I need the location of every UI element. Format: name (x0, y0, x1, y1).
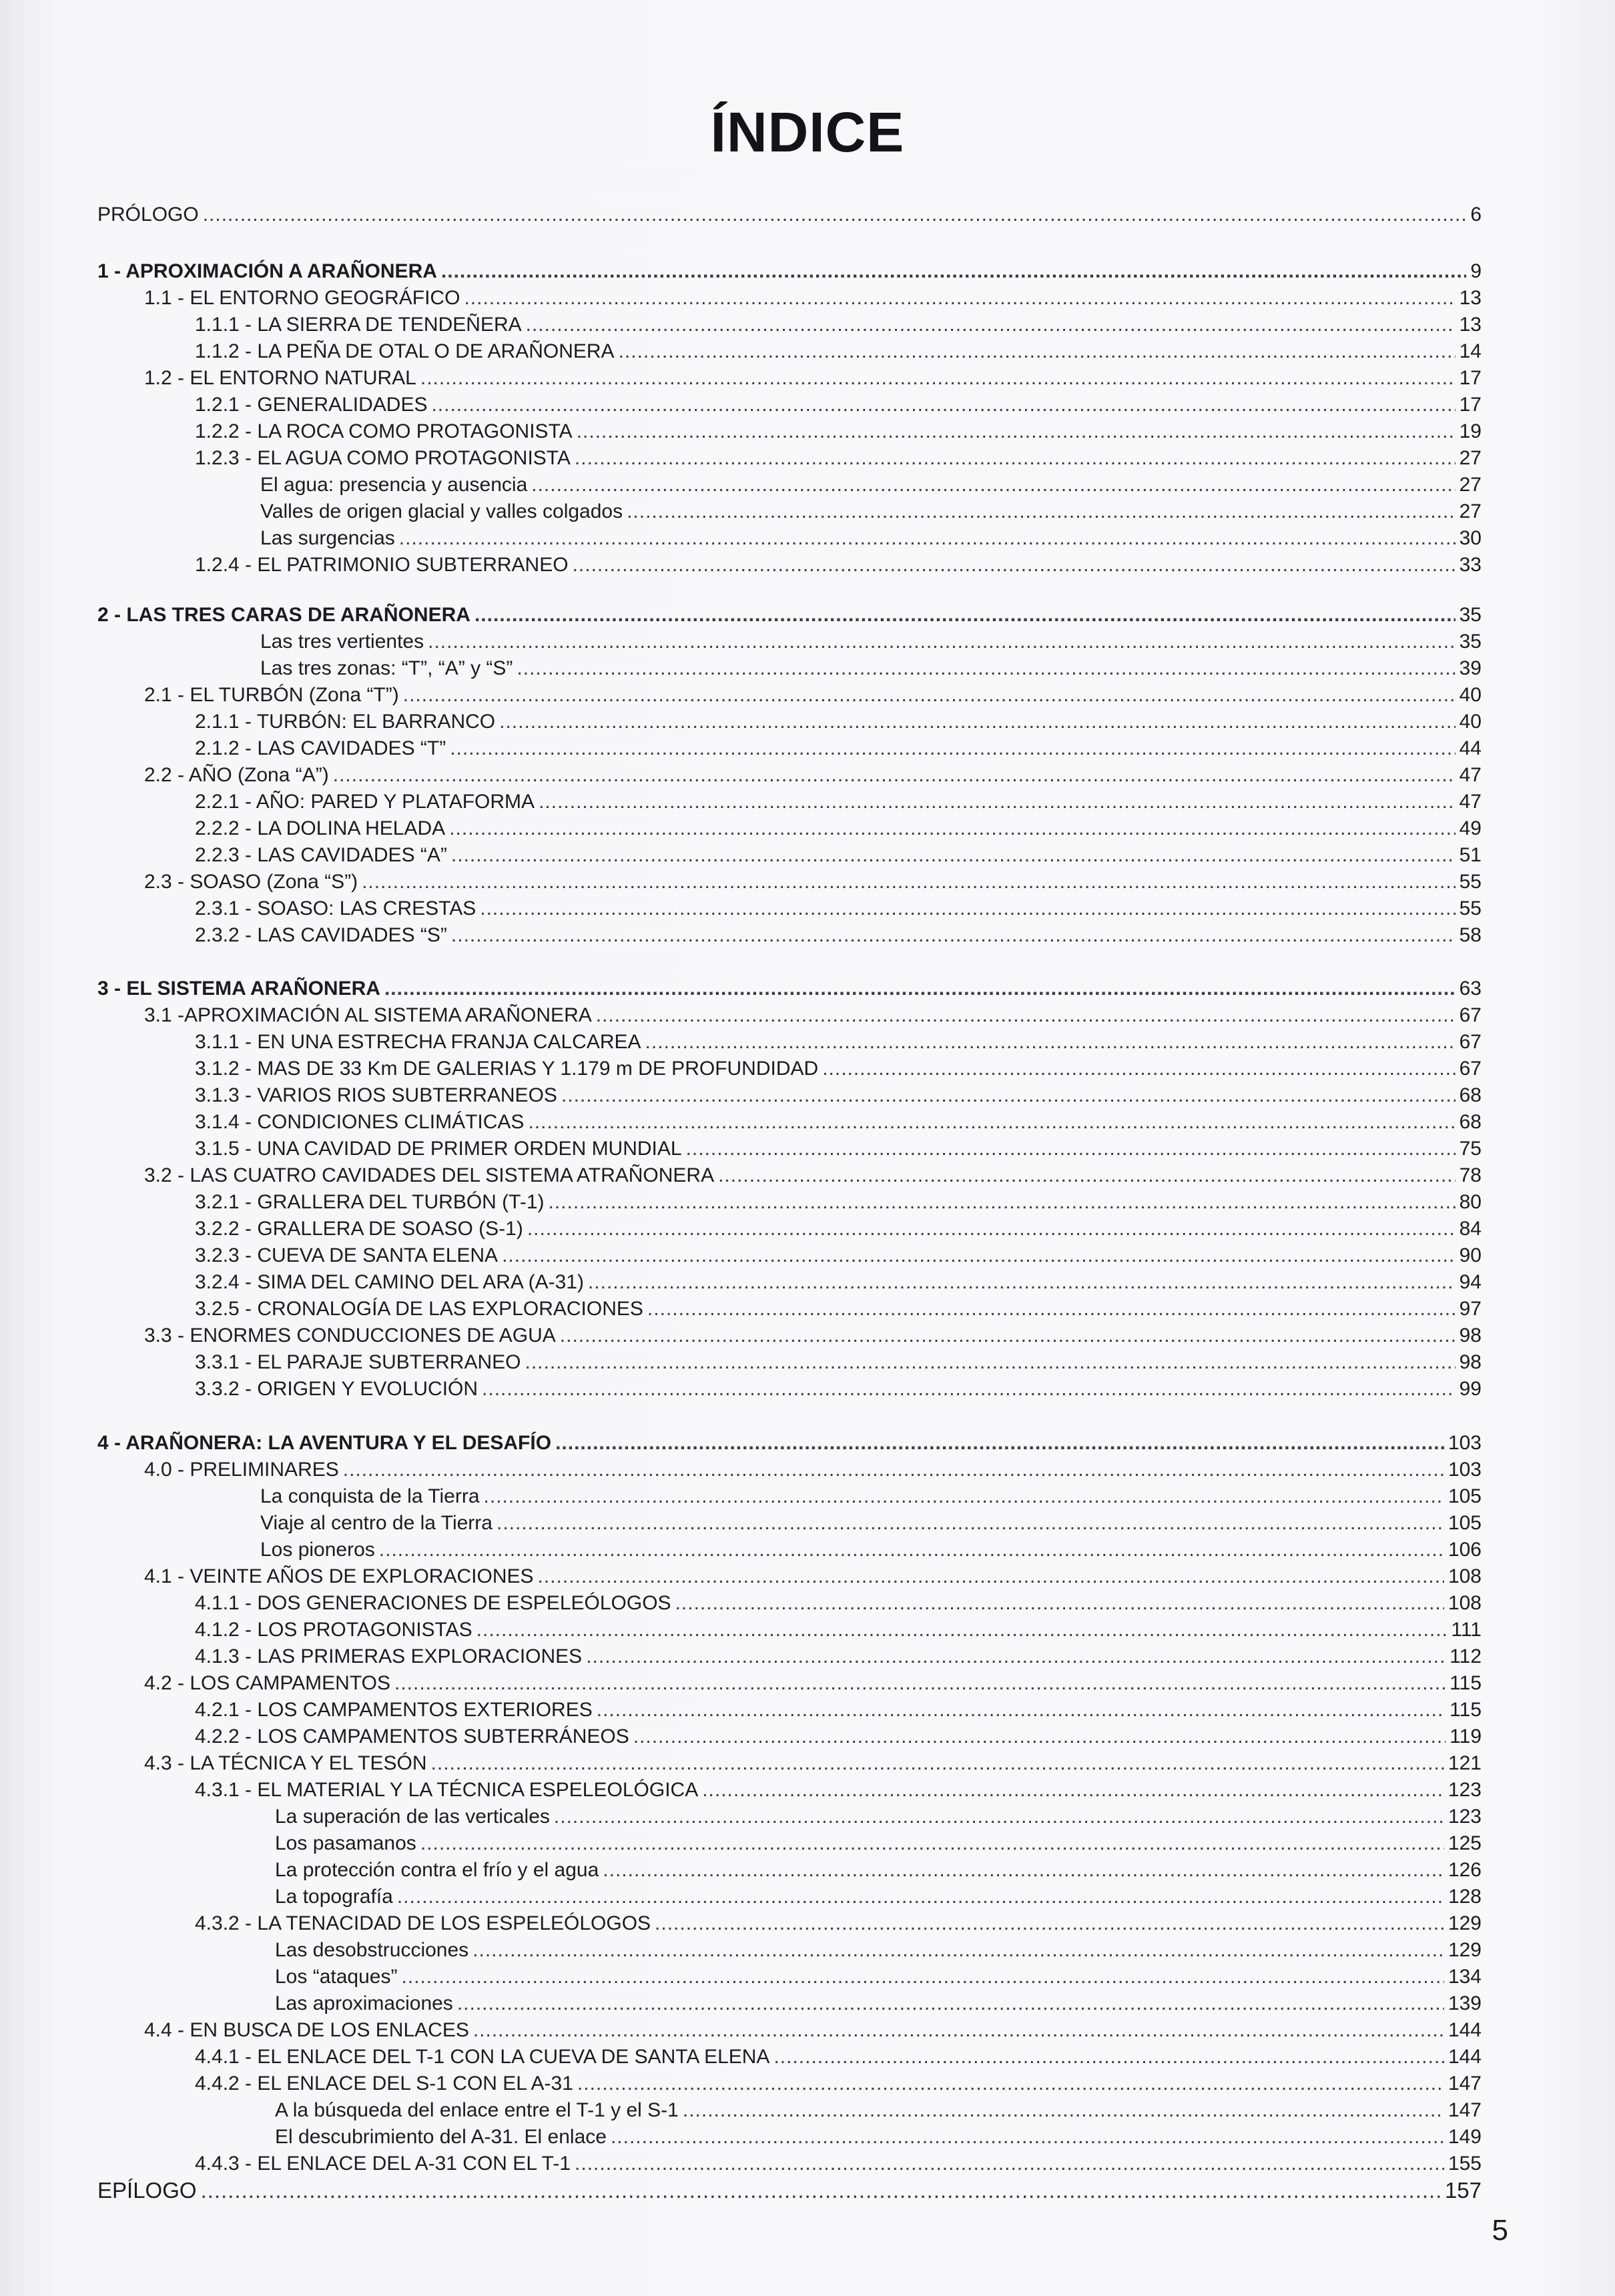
dot-leader (449, 815, 1455, 842)
toc-entry-page: 112 (1449, 1645, 1482, 1667)
toc-entry-page: 63 (1459, 978, 1482, 1000)
toc-entry (195, 842, 1482, 869)
toc-entry (275, 1857, 1482, 1884)
dot-leader (484, 1483, 1444, 1510)
toc-entry-label: 4.4.1 - EL ENLACE DEL T-1 CON LA CUEVA DE SANTA ELENA (195, 2046, 770, 2068)
dot-leader (394, 1670, 1445, 1697)
toc-entry-page: 67 (1459, 1058, 1482, 1080)
toc-entry (97, 976, 1482, 1002)
toc-entry-page: 108 (1447, 1565, 1482, 1587)
toc-entry-label: Los “ataques” (275, 1966, 398, 1988)
toc-entry (275, 2124, 1482, 2151)
toc-entry-page: 68 (1459, 1084, 1482, 1106)
toc-entry-label: La superación de las verticales (275, 1806, 550, 1828)
toc-entry-label: 4 - ARAÑONERA: LA AVENTURA Y EL DESAFÍO (97, 1432, 552, 1454)
toc-entry-page: 147 (1447, 2099, 1482, 2121)
toc-entry (195, 2044, 1482, 2070)
toc-entry-page: 134 (1447, 1966, 1482, 1988)
toc-entry (144, 762, 1482, 789)
toc-entry-page: 14 (1459, 340, 1482, 362)
toc-entry-label: 2.3.2 - LAS CAVIDADES “S” (195, 924, 447, 946)
toc-entry-label: 3.3.2 - ORIGEN Y EVOLUCIÓN (195, 1378, 478, 1400)
dot-leader (627, 498, 1456, 525)
toc-entry (144, 1322, 1482, 1349)
dot-leader (201, 2177, 1441, 2204)
dot-leader (718, 1162, 1456, 1189)
dot-leader (619, 338, 1456, 365)
toc-entry (195, 418, 1482, 445)
toc-entry-page: 103 (1447, 1459, 1482, 1481)
dot-leader (577, 2070, 1444, 2097)
toc-entry-label: 4.1.1 - DOS GENERACIONES DE ESPELEÓLOGOS (195, 1592, 671, 1614)
toc-entry-label: 4.0 - PRELIMINARES (144, 1459, 339, 1481)
toc-entry-label: 3.1.5 - UNA CAVIDAD DE PRIMER ORDEN MUNDIAL (195, 1138, 682, 1160)
toc-entry-label: 4.1 - VEINTE AÑOS DE EXPLORACIONES (144, 1565, 534, 1587)
toc-entry-page: 13 (1459, 287, 1482, 309)
toc-entry-label: 3.1.2 - MAS DE 33 Km DE GALERIAS Y 1.179 m DE PROFUNDIDAD (195, 1058, 819, 1080)
toc-entry-page: 84 (1459, 1218, 1482, 1240)
toc-entry (195, 1777, 1482, 1804)
dot-leader (472, 1937, 1444, 1964)
toc-entry (260, 1510, 1482, 1537)
dot-leader (480, 895, 1455, 922)
toc-entry (195, 1216, 1482, 1242)
toc-entry-page: 99 (1459, 1378, 1482, 1400)
toc-entry-page: 121 (1447, 1752, 1482, 1774)
toc-entry (275, 1830, 1482, 1857)
dot-leader (401, 1964, 1443, 1990)
toc-entry (195, 1242, 1482, 1269)
toc-entry (260, 629, 1482, 655)
toc-entry-label: 1.2.2 - LA ROCA COMO PROTAGONISTA (195, 420, 573, 442)
dot-leader (539, 789, 1456, 815)
toc-entry-label: 2.1.2 - LAS CAVIDADES “T” (195, 737, 446, 759)
toc-entry-page: 144 (1447, 2046, 1482, 2068)
toc-entry (144, 2017, 1482, 2044)
toc-entry-label: 4.1.2 - LOS PROTAGONISTAS (195, 1619, 472, 1641)
toc-entry-page: 123 (1447, 1779, 1482, 1801)
toc-entry (260, 1483, 1482, 1510)
toc-entry-page: 157 (1444, 2178, 1482, 2203)
toc-entry-label: 2.2.3 - LAS CAVIDADES “A” (195, 844, 447, 866)
toc-entry-label: 3.2.5 - CRONALOGÍA DE LAS EXPLORACIONES (195, 1298, 643, 1320)
toc-entry-label: 4.2.2 - LOS CAMPAMENTOS SUBTERRÁNEOS (195, 1726, 629, 1748)
toc-entry (260, 498, 1482, 525)
dot-leader (596, 1002, 1456, 1029)
toc-entry-page: 144 (1447, 2019, 1482, 2041)
toc-entry (275, 1884, 1482, 1910)
toc-entry-page: 39 (1459, 657, 1482, 679)
toc-entry-label: La protección contra el frío y el agua (275, 1859, 599, 1881)
toc-entry-label: 3.1 -APROXIMACIÓN AL SISTEMA ARAÑONERA (144, 1004, 592, 1026)
dot-leader (683, 2097, 1444, 2124)
toc-entry-page: 98 (1459, 1324, 1482, 1347)
dot-leader (397, 1884, 1444, 1910)
toc-entry (195, 1643, 1482, 1670)
toc-entry-label: 3.2.3 - CUEVA DE SANTA ELENA (195, 1244, 499, 1266)
dot-leader (431, 392, 1455, 418)
toc-entry (195, 895, 1482, 922)
toc-entry-page: 97 (1459, 1298, 1482, 1320)
dot-leader (482, 1376, 1456, 1403)
toc-entry (275, 2097, 1482, 2124)
dot-leader (633, 1724, 1445, 1750)
toc-entry (195, 338, 1482, 365)
toc-entry (195, 922, 1482, 949)
toc-entry-label: Las tres zonas: “T”, “A” y “S” (260, 657, 513, 679)
toc-entry (144, 1670, 1482, 1697)
toc-entry-label: 2 - LAS TRES CARAS DE ARAÑONERA (97, 604, 470, 626)
toc-entry (195, 2151, 1482, 2177)
dot-leader (362, 869, 1456, 895)
toc-entry-label: 1.2 - EL ENTORNO NATURAL (144, 367, 416, 389)
toc-entry-page: 67 (1459, 1031, 1482, 1053)
toc-entry-label: 3.2.1 - GRALLERA DEL TURBÓN (T-1) (195, 1191, 545, 1213)
dot-leader (577, 418, 1456, 445)
toc-entry (144, 1563, 1482, 1590)
toc-entry (275, 1990, 1482, 2017)
toc-entry-page: 49 (1459, 817, 1482, 839)
toc-entry (195, 735, 1482, 762)
toc-entry-label: 3.2 - LAS CUATRO CAVIDADES DEL SISTEMA ATRAÑONERA (144, 1164, 715, 1186)
toc-entry-page: 128 (1447, 1886, 1482, 1908)
toc-entry-label: 1.2.3 - EL AGUA COMO PROTAGONISTA (195, 447, 571, 469)
toc-entry-label: Las aproximaciones (275, 1992, 453, 2014)
toc-entry-page: 108 (1447, 1592, 1482, 1614)
toc-entry (195, 1082, 1482, 1109)
toc-entry-label: 2.1 - EL TURBÓN (Zona “T”) (144, 684, 399, 706)
toc-entry-label: PRÓLOGO (97, 204, 199, 226)
toc-entry (195, 445, 1482, 472)
toc-entry-page: 35 (1459, 631, 1482, 653)
toc-entry-page: 33 (1459, 554, 1482, 576)
toc-entry-page: 68 (1459, 1111, 1482, 1133)
toc-entry-label: 4.1.3 - LAS PRIMERAS EXPLORACIONES (195, 1645, 583, 1667)
toc-entry-label: 3.1.4 - CONDICIONES CLIMÁTICAS (195, 1111, 525, 1133)
dot-leader (586, 1643, 1445, 1670)
toc-entry (260, 525, 1482, 552)
toc-entry (195, 1724, 1482, 1750)
dot-leader (464, 285, 1455, 312)
dot-leader (450, 735, 1455, 762)
dot-leader (428, 629, 1456, 655)
dot-leader (441, 258, 1466, 285)
toc-entry-label: 1 - APROXIMACIÓN A ARAÑONERA (97, 260, 437, 282)
dot-leader (527, 1216, 1456, 1242)
toc-entry-page: 17 (1459, 394, 1482, 416)
toc-entry-page: 27 (1459, 500, 1482, 522)
toc-entry-page: 90 (1459, 1244, 1482, 1266)
toc-entry-label: 3.2.4 - SIMA DEL CAMINO DEL ARA (A-31) (195, 1271, 584, 1293)
dot-leader (420, 365, 1456, 392)
dot-leader (517, 655, 1455, 682)
toc-entry (144, 869, 1482, 895)
toc-entry-label: 3.2.2 - GRALLERA DE SOASO (S-1) (195, 1218, 523, 1240)
toc-entry-page: 19 (1459, 420, 1482, 442)
toc-entry-page: 58 (1459, 924, 1482, 946)
toc-entry (144, 682, 1482, 709)
toc-entry-page: 55 (1459, 871, 1482, 893)
toc-entry (260, 472, 1482, 498)
toc-entry-page: 13 (1459, 314, 1482, 336)
toc-entry (275, 1804, 1482, 1830)
dot-leader (573, 552, 1456, 579)
toc-entry-page: 106 (1447, 1539, 1482, 1561)
dot-leader (403, 682, 1456, 709)
dot-leader (384, 976, 1456, 1002)
dot-leader (473, 2017, 1444, 2044)
toc-entry-page: 155 (1447, 2153, 1482, 2175)
toc-entry-label: Valles de origen glacial y valles colgados (260, 500, 623, 522)
dot-leader (538, 1563, 1444, 1590)
toc-entry (195, 1910, 1482, 1937)
toc-entry-page: 129 (1447, 1939, 1482, 1961)
page-number: 5 (1492, 2214, 1508, 2247)
toc-entry-label: 3.3.1 - EL PARAJE SUBTERRANEO (195, 1351, 521, 1373)
dot-leader (499, 709, 1456, 735)
dot-leader (575, 2151, 1444, 2177)
toc-entry-page: 27 (1459, 474, 1482, 496)
toc-entry-page: 51 (1459, 844, 1482, 866)
dot-leader (647, 1296, 1456, 1322)
dot-leader (525, 1349, 1455, 1376)
page-title: ÍNDICE (710, 101, 905, 163)
toc-entry-label: 4.4.2 - EL ENLACE DEL S-1 CON EL A-31 (195, 2072, 573, 2094)
toc-entry-label: 4.3.1 - EL MATERIAL Y LA TÉCNICA ESPELEOLÓGICA (195, 1779, 699, 1801)
toc-entry-page: 105 (1447, 1512, 1482, 1534)
dot-leader (686, 1136, 1456, 1162)
dot-leader (611, 2124, 1444, 2151)
toc-entry-page: 123 (1447, 1806, 1482, 1828)
toc-entry (144, 1457, 1482, 1483)
toc-entry (195, 1269, 1482, 1296)
toc-entry-label: 3.1.3 - VARIOS RIOS SUBTERRANEOS (195, 1084, 557, 1106)
toc-entry-label: 2.2.2 - LA DOLINA HELADA (195, 817, 446, 839)
toc-entry-label: El agua: presencia y ausencia (260, 474, 528, 496)
toc-entry-label: Las desobstrucciones (275, 1939, 469, 1961)
dot-leader (588, 1269, 1456, 1296)
toc-entry-page: 129 (1447, 1912, 1482, 1934)
dot-leader (399, 525, 1456, 552)
dot-leader (497, 1510, 1444, 1537)
toc-entry-page: 40 (1459, 684, 1482, 706)
toc-entry (97, 602, 1482, 629)
toc-entry-label: 4.4 - EN BUSCA DE LOS ENLACES (144, 2019, 469, 2041)
toc-entry-page: 111 (1451, 1619, 1482, 1641)
dot-leader (561, 1082, 1456, 1109)
toc-entry-page: 55 (1459, 897, 1482, 919)
dot-leader (554, 1804, 1444, 1830)
toc-entry (275, 1964, 1482, 1990)
toc-entry (97, 258, 1482, 285)
toc-entry (260, 655, 1482, 682)
dot-leader (655, 1910, 1444, 1937)
toc-entry (195, 789, 1482, 815)
toc-entry (195, 1590, 1482, 1617)
toc-entry-page: 40 (1459, 711, 1482, 733)
toc-entry-page: 147 (1447, 2072, 1482, 2094)
toc-entry-page: 30 (1459, 527, 1482, 549)
toc-entry-label: 3.1.1 - EN UNA ESTRECHA FRANJA CALCAREA (195, 1031, 641, 1053)
toc-entry (195, 709, 1482, 735)
toc-entry-page: 115 (1449, 1699, 1482, 1721)
toc-entry-page: 119 (1449, 1726, 1482, 1748)
toc-entry (97, 202, 1482, 228)
toc-entry (144, 1002, 1482, 1029)
dot-leader (526, 312, 1456, 338)
toc-entry-label: 1.2.4 - EL PATRIMONIO SUBTERRANEO (195, 554, 569, 576)
toc-entry (195, 1296, 1482, 1322)
toc-entry-page: 9 (1470, 260, 1482, 282)
dot-leader (431, 1750, 1444, 1777)
toc-entry-label: La topografía (275, 1886, 393, 1908)
toc-entry (97, 2177, 1482, 2204)
toc-entry-label: Viaje al centro de la Tierra (260, 1512, 493, 1534)
toc-entry-page: 47 (1459, 791, 1482, 813)
toc-entry-label: 4.2 - LOS CAMPAMENTOS (144, 1672, 390, 1694)
toc-entry (195, 1189, 1482, 1216)
toc-entry-page: 67 (1459, 1004, 1482, 1026)
toc-entry-label: 1.1 - EL ENTORNO GEOGRÁFICO (144, 287, 460, 309)
dot-leader (420, 1830, 1444, 1857)
toc-entry-label: 1.1.1 - LA SIERRA DE TENDEÑERA (195, 314, 522, 336)
toc-entry (144, 1162, 1482, 1189)
toc-entry (195, 2070, 1482, 2097)
toc-entry-page: 149 (1447, 2126, 1482, 2148)
toc-entry-label: 1.1.2 - LA PEÑA DE OTAL O DE ARAÑONERA (195, 340, 615, 362)
toc-entry (195, 1376, 1482, 1403)
toc-entry-label: Los pasamanos (275, 1832, 416, 1854)
toc-entry-page: 126 (1447, 1859, 1482, 1881)
toc-entry-label: 4.3.2 - LA TENACIDAD DE LOS ESPELEÓLOGOS (195, 1912, 651, 1934)
toc-entry-page: 47 (1459, 764, 1482, 786)
toc-entry (195, 1056, 1482, 1082)
toc-entry-label: Las tres vertientes (260, 631, 424, 653)
dot-leader (476, 1617, 1447, 1643)
toc-entry-page: 80 (1459, 1191, 1482, 1213)
toc-entry-label: 2.2 - AÑO (Zona “A”) (144, 764, 329, 786)
toc-entry-page: 17 (1459, 367, 1482, 389)
dot-leader (379, 1537, 1444, 1563)
toc-entry (260, 1537, 1482, 1563)
dot-leader (474, 602, 1456, 629)
toc-entry (195, 1697, 1482, 1724)
toc-entry-label: 2.3.1 - SOASO: LAS CRESTAS (195, 897, 476, 919)
toc-entry-label: El descubrimiento del A-31. El enlace (275, 2126, 607, 2148)
dot-leader (343, 1457, 1444, 1483)
dot-leader (597, 1697, 1445, 1724)
toc-entry (144, 1750, 1482, 1777)
toc-entry (144, 285, 1482, 312)
dot-leader (502, 1242, 1456, 1269)
toc-entry (97, 1430, 1482, 1457)
toc-entry-label: 4.3 - LA TÉCNICA Y EL TESÓN (144, 1752, 427, 1774)
toc-entry-page: 94 (1459, 1271, 1482, 1293)
toc-entry-page: 125 (1447, 1832, 1482, 1854)
dot-leader (645, 1029, 1456, 1056)
toc-entry-label: Los pioneros (260, 1539, 375, 1561)
dot-leader (528, 1109, 1455, 1136)
toc-entry-page: 115 (1449, 1672, 1482, 1694)
toc-entry (195, 312, 1482, 338)
toc-entry-label: 2.3 - SOASO (Zona “S”) (144, 871, 358, 893)
dot-leader (457, 1990, 1444, 2017)
dot-leader (203, 202, 1467, 228)
toc-entry-label: 3 - EL SISTEMA ARAÑONERA (97, 978, 380, 1000)
toc-entry-page: 78 (1459, 1164, 1482, 1186)
toc-entry (195, 1617, 1482, 1643)
toc-entry-label: A la búsqueda del enlace entre el T-1 y el S-1 (275, 2099, 679, 2121)
toc-entry (195, 552, 1482, 579)
toc-entry-page: 98 (1459, 1351, 1482, 1373)
dot-leader (333, 762, 1456, 789)
toc-entry-label: 2.1.1 - TURBÓN: EL BARRANCO (195, 711, 496, 733)
toc-entry-page: 139 (1447, 1992, 1482, 2014)
dot-leader (451, 922, 1456, 949)
toc-entry-label: EPÍLOGO (97, 2178, 197, 2203)
toc-entry-page: 103 (1447, 1432, 1482, 1454)
toc-entry-page: 6 (1470, 204, 1482, 226)
toc-entry-page: 35 (1459, 604, 1482, 626)
dot-leader (555, 1430, 1444, 1457)
toc-entry-label: 3.3 - ENORMES CONDUCCIONES DE AGUA (144, 1324, 556, 1347)
dot-leader (702, 1777, 1444, 1804)
dot-leader (531, 472, 1455, 498)
toc-entry-label: 4.4.3 - EL ENLACE DEL A-31 CON EL T-1 (195, 2153, 571, 2175)
toc-entry (195, 1136, 1482, 1162)
toc-entry-page: 27 (1459, 447, 1482, 469)
toc-entry (195, 815, 1482, 842)
toc-entry-page: 75 (1459, 1138, 1482, 1160)
dot-leader (451, 842, 1456, 869)
toc-entry-label: Las surgencias (260, 527, 395, 549)
toc-entry-label: La conquista de la Tierra (260, 1485, 480, 1507)
toc-entry-page: 105 (1447, 1485, 1482, 1507)
dot-leader (560, 1322, 1456, 1349)
toc-entry (195, 1029, 1482, 1056)
dot-leader (822, 1056, 1455, 1082)
toc-entry-label: 4.2.1 - LOS CAMPAMENTOS EXTERIORES (195, 1699, 593, 1721)
toc-entry-page: 44 (1459, 737, 1482, 759)
dot-leader (675, 1590, 1444, 1617)
toc-entry (195, 392, 1482, 418)
dot-leader (773, 2044, 1443, 2070)
toc-entry (144, 365, 1482, 392)
toc-entry (275, 1937, 1482, 1964)
dot-leader (575, 445, 1456, 472)
toc-entry-label: 1.2.1 - GENERALIDADES (195, 394, 428, 416)
toc-entry (195, 1109, 1482, 1136)
toc-entry-label: 2.2.1 - AÑO: PARED Y PLATAFORMA (195, 791, 535, 813)
dot-leader (549, 1189, 1456, 1216)
toc-entry (195, 1349, 1482, 1376)
dot-leader (603, 1857, 1444, 1884)
